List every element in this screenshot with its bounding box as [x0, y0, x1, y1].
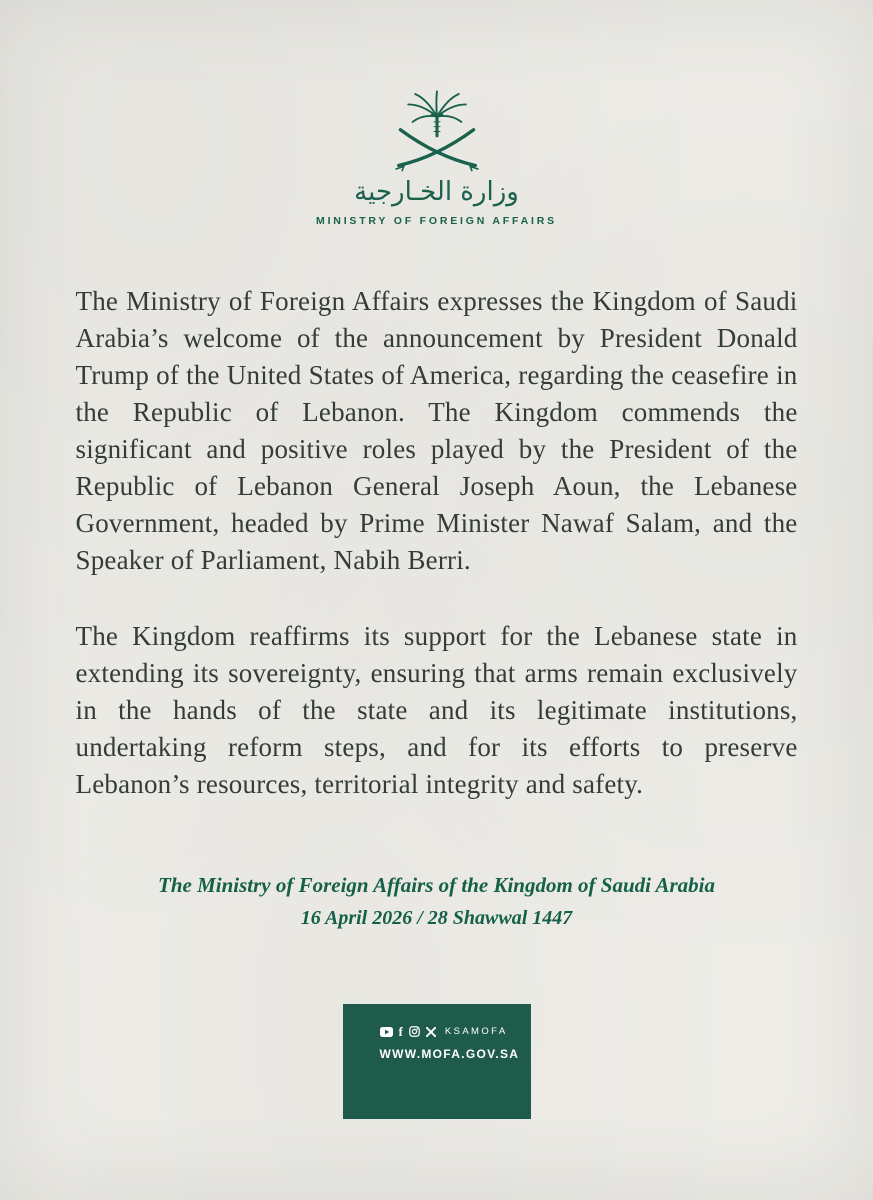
youtube-icon	[380, 1027, 393, 1037]
facebook-icon: f	[398, 1024, 403, 1039]
x-icon	[426, 1027, 436, 1037]
social-icons-row	[380, 1025, 519, 1038]
social-handle: KSAMOFA	[444, 1026, 508, 1037]
statement-paragraph-2: The Kingdom reaffirms its support for the Lebanese state in extending its sovereignty, ensuring that arms remain exclusively in the hands of the state and its legitimate institutions, undertaking reform steps, and for its efforts to preserve Lebanon’s resources, territorial integrity and safety.	[75, 621, 798, 799]
statement-body	[76, 283, 798, 803]
signature-block	[0, 873, 873, 930]
ministry-arabic-title: وزارة الخـارجية	[354, 177, 519, 207]
header	[0, 0, 873, 227]
ministry-name-label: MINISTRY OF FOREIGN AFFAIRS	[316, 215, 557, 227]
statement-paragraph-1: The Ministry of Foreign Affairs expresses the Kingdom of Saudi Arabia’s welcome of the announcement by President Donald Trump of the United States of America, regarding the ceasefire in the Republic of Lebanon. The Kingdom commends the significant and positive roles played by the President of the Republic of Lebanon General Joseph Aoun, the Lebanese Government, headed by Prime Minister Nawaf Salam, and the Speaker of Parliament, Nabih Berri.	[75, 286, 798, 575]
footer-social-bar	[343, 1004, 531, 1119]
palm-and-crossed-swords-icon	[376, 80, 498, 176]
signature-ministry-line: The Ministry of Foreign Affairs of the Kingdom of Saudi Arabia	[158, 873, 715, 897]
instagram-icon	[409, 1026, 420, 1037]
signature-date-line: 16 April 2026 / 28 Shawwal 1447	[300, 907, 573, 929]
website-url: WWW.MOFA.GOV.SA	[379, 1047, 520, 1061]
